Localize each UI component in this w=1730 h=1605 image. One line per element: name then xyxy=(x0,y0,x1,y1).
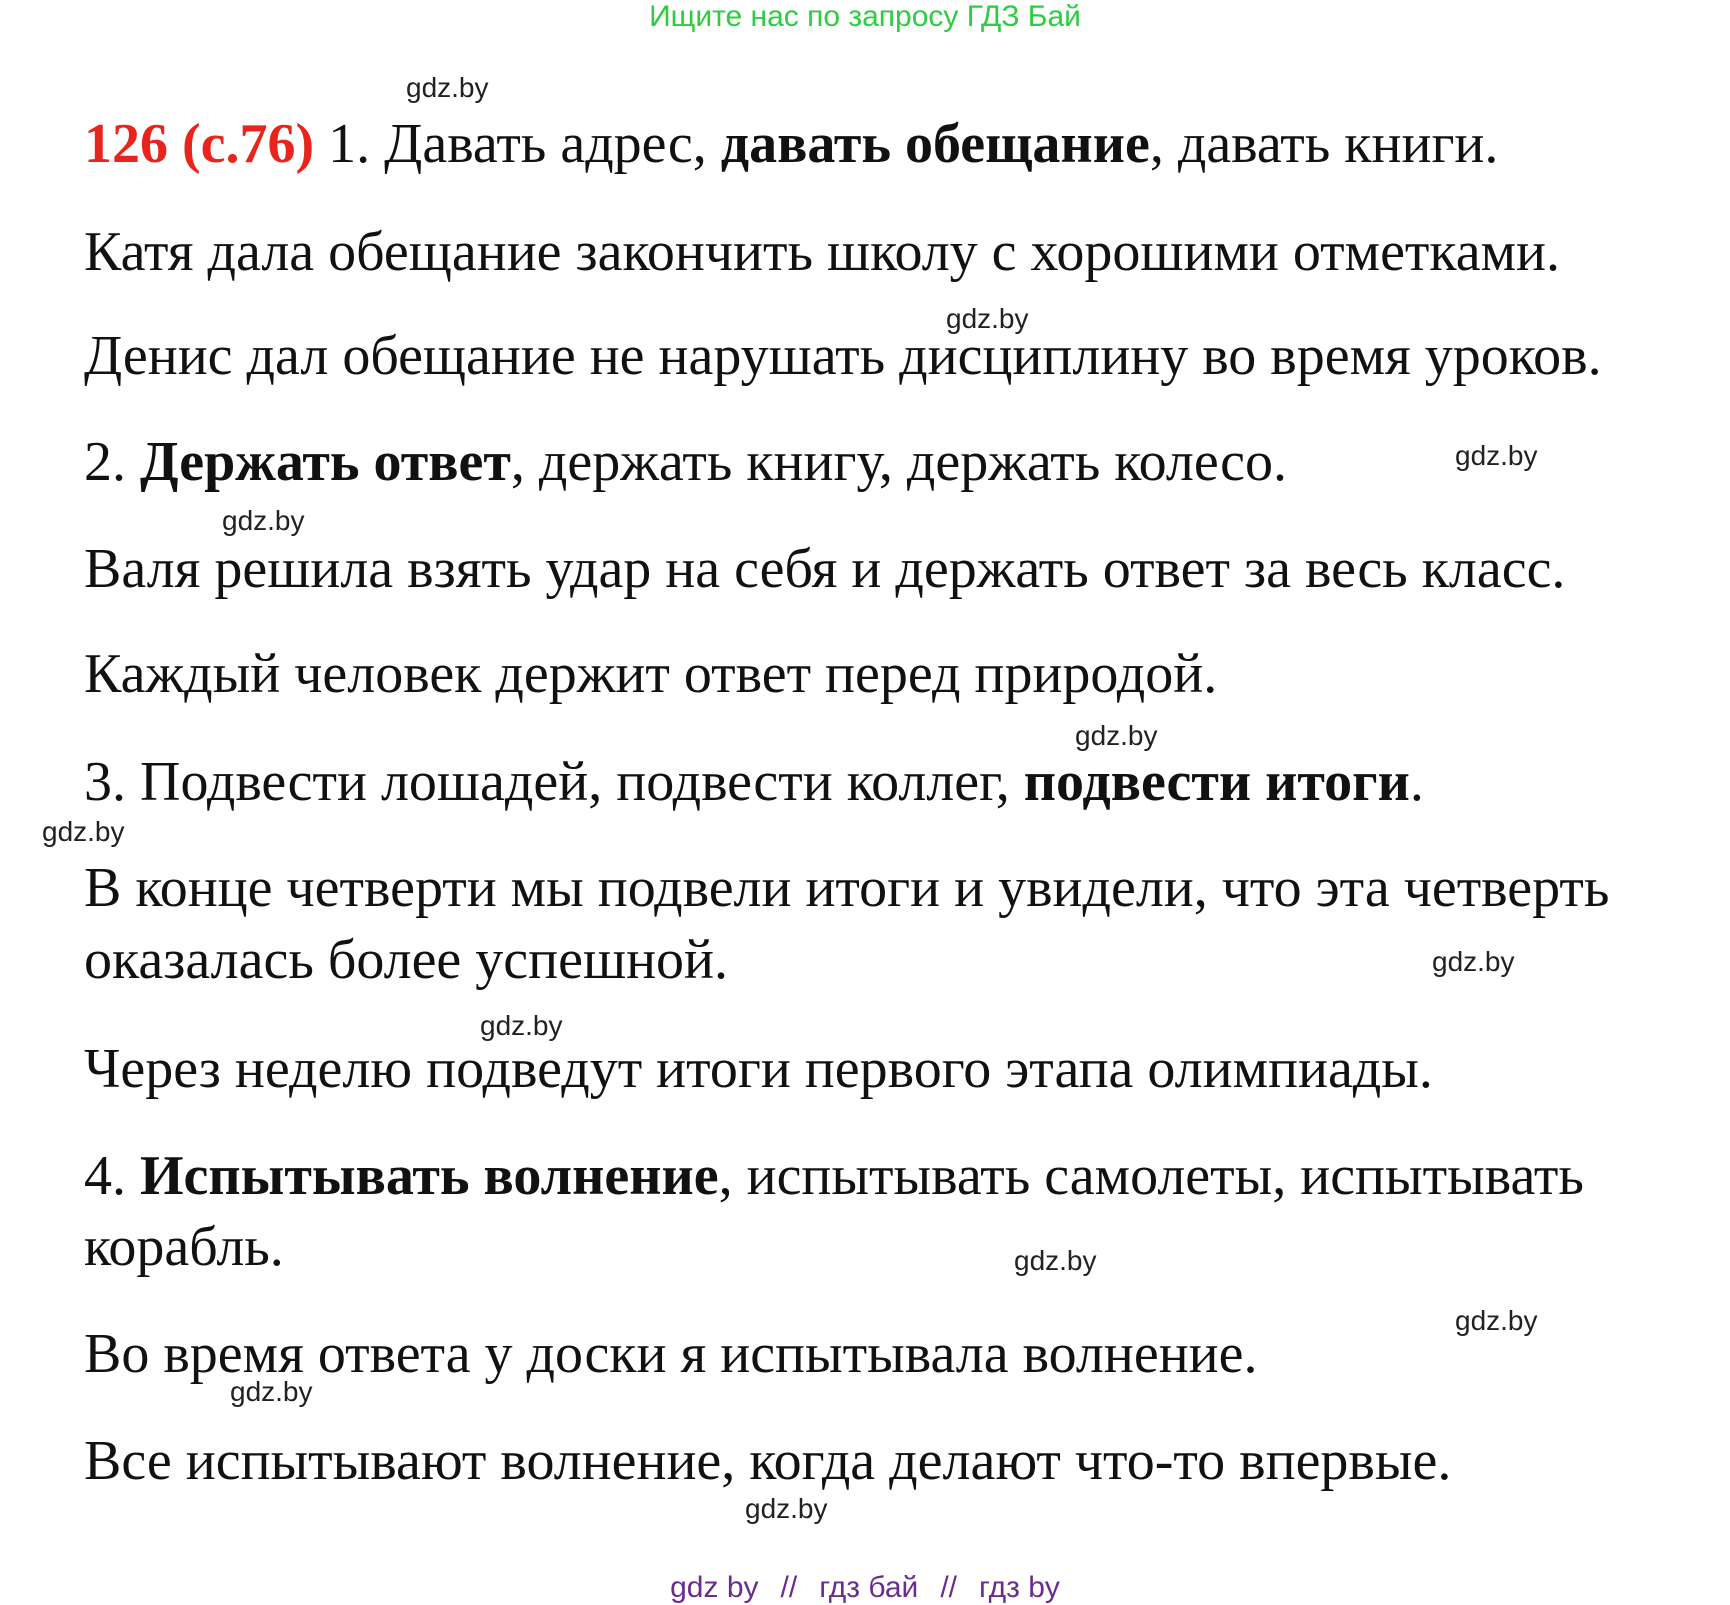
watermark: gdz.by xyxy=(1455,1305,1538,1336)
task-line-12: корабль. xyxy=(84,1216,284,1278)
task-line-13: Во время ответа у доски я испытывала волнение. xyxy=(84,1323,1258,1385)
task-line-7 xyxy=(84,750,1424,814)
watermark: gdz.by xyxy=(1432,946,1515,977)
line-4-suffix: , держать книгу, держать колесо. xyxy=(510,431,1287,493)
footer-separator: // xyxy=(780,1571,798,1604)
task-line-9: оказалась более успешной. xyxy=(84,929,729,991)
line-11-bold: Испытывать волнение xyxy=(140,1145,719,1207)
watermark: gdz.by xyxy=(230,1376,313,1407)
watermark: gdz.by xyxy=(222,505,305,536)
footer xyxy=(0,1571,1730,1605)
task-line-11 xyxy=(84,1144,1584,1208)
watermark: gdz.by xyxy=(1014,1245,1097,1276)
line-7-prefix: 3. Подвести лошадей, подвести коллег, xyxy=(84,751,1024,813)
line-4-prefix: 2. xyxy=(84,431,140,493)
watermark: gdz.by xyxy=(946,303,1029,334)
footer-separator: // xyxy=(940,1571,957,1604)
task-line-14: Все испытывают волнение, когда делают что-то впервые. xyxy=(84,1430,1452,1492)
line-11-prefix: 4. xyxy=(84,1145,140,1207)
task-line-1 xyxy=(84,112,1498,176)
line-1-prefix: 1. Давать адрес, xyxy=(314,113,721,175)
watermark: gdz.by xyxy=(406,72,489,103)
watermark: gdz.by xyxy=(745,1493,828,1524)
task-number: 126 (с.76) xyxy=(84,113,315,175)
line-1-bold: давать обещание xyxy=(720,113,1150,175)
watermark: gdz.by xyxy=(1455,440,1538,471)
task-line-5: Валя решила взять удар на себя и держать ответ за весь класс. xyxy=(84,538,1566,600)
line-4-bold: Держать ответ xyxy=(140,431,511,493)
task-line-8: В конце четверти мы подвели итоги и увидели, что эта четверть xyxy=(84,857,1610,919)
line-11-suffix: , испытывать самолеты, испытывать xyxy=(718,1145,1584,1207)
task-line-4 xyxy=(84,430,1287,494)
line-7-suffix: . xyxy=(1409,751,1424,813)
footer-link-gdz-bai[interactable]: гдз бай xyxy=(819,1571,919,1604)
task-line-6: Каждый человек держит ответ перед природой. xyxy=(84,643,1218,705)
task-line-2: Катя дала обещание закончить школу с хорошими отметками. xyxy=(84,221,1561,283)
task-line-10: Через неделю подведут итоги первого этапа олимпиады. xyxy=(84,1038,1433,1100)
watermark: gdz.by xyxy=(42,816,125,847)
footer-link-gdz-by[interactable]: gdz by xyxy=(670,1571,759,1604)
watermark: gdz.by xyxy=(480,1010,563,1041)
search-banner: Ищите нас по запросу ГДЗ Бай xyxy=(649,0,1081,33)
task-line-3: Денис дал обещание не нарушать дисциплину во время уроков. xyxy=(84,325,1602,387)
line-1-suffix: , давать книги. xyxy=(1149,113,1499,175)
watermark: gdz.by xyxy=(1075,720,1158,751)
line-7-bold: подвести итоги xyxy=(1023,751,1410,813)
footer-link-gdz-by-ru[interactable]: гдз by xyxy=(979,1571,1060,1604)
